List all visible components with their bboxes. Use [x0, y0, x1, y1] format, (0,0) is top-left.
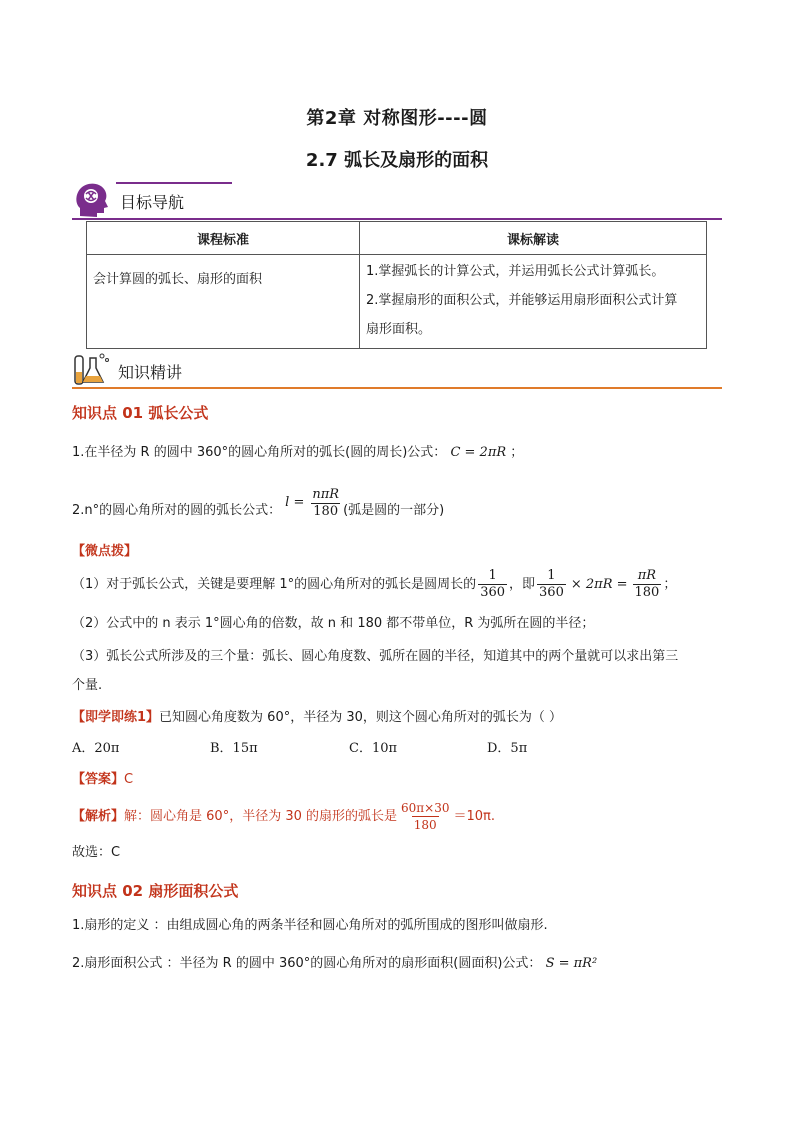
- choose-line: 故选：C: [72, 845, 121, 860]
- solution-text: 解：圆心角是 60°，半径为 30 的扇形的弧长是: [124, 808, 397, 824]
- kp2-line-1: 1.扇形的定义 ：由组成圆心角的两条半径和圆心角所对的弧所围成的图形叫做扇形.: [72, 918, 548, 933]
- interpretation-line-3: 扇形面积。: [366, 322, 432, 337]
- interpretation-line-1: 1.掌握弧长的计算公式，并运用弧长公式计算弧长。: [366, 264, 665, 279]
- circumference-formula: C = 2πR: [450, 445, 507, 460]
- exercise-text: 已知圆心角度数为 60°，半径为 30，则这个圆心角所对的弧长为（ ）: [159, 710, 563, 725]
- tip-2: （2）公式中的 n 表示 1°圆心角的倍数，故 n 和 180 都不带单位，R 为弧所在圆的半径；: [72, 616, 595, 631]
- option-b: B．15π: [210, 741, 258, 756]
- exercise-question: [72, 709, 562, 727]
- solution: [72, 800, 495, 833]
- answer-label: 【答案】: [72, 772, 125, 787]
- kp2-line-2-text: 2.扇形面积公式 ：半径为 R 的圆中 360°的圆心角所对的扇形面积(圆面积)公式：: [72, 956, 542, 971]
- option-d: D．5π: [487, 741, 528, 756]
- tip-3b: 个量.: [72, 678, 103, 693]
- option-c: C．10π: [349, 741, 398, 756]
- chemistry-flask-icon: [72, 350, 112, 386]
- table-header-interpretation: 课标解读: [360, 222, 707, 255]
- knowledge-section-label: 知识精讲: [118, 363, 183, 382]
- tip-1-end: ；: [663, 576, 677, 592]
- arc-length-numerator: nπR: [312, 486, 340, 502]
- tip-1-formula: × 2πR =: [570, 576, 628, 592]
- knowledge-section-rule: [72, 387, 722, 389]
- kp1-line-2: [72, 486, 444, 520]
- chapter-title: 第2章 对称图形----圆: [306, 108, 488, 129]
- nav-section-label: 目标导航: [120, 193, 185, 212]
- answer: [72, 771, 133, 789]
- table-cell-standard: 会计算圆的弧长、扇形的面积: [87, 255, 360, 349]
- kp1-line-2-text: 2.n°的圆心角所对的圆的弧长公式：: [72, 503, 282, 518]
- section-title: 2.7 弧长及扇形的面积: [305, 150, 489, 171]
- exercise-label: 【即学即练1】: [72, 710, 160, 725]
- kp1-line-1: [72, 444, 523, 462]
- kp2-line-2: [72, 955, 597, 973]
- solution-label: 【解析】: [72, 808, 125, 824]
- option-a: A．20π: [72, 741, 120, 756]
- kp2-title: 知识点 02 扇形面积公式: [72, 882, 239, 900]
- kp1-line-2-end: (弧是圆的一部分): [343, 503, 445, 518]
- arc-length-denominator: 180: [313, 503, 339, 519]
- tip-1: [72, 568, 676, 601]
- arc-length-fraction: [310, 487, 341, 520]
- interpretation-line-2: 2.掌握扇形的面积公式，并能够运用扇形面积公式计算: [366, 293, 678, 308]
- course-standards-table: [86, 221, 707, 349]
- table-header-standard: 课程标准: [87, 222, 360, 255]
- kp1-line-1-text: 1.在半径为 R 的圆中 360°的圆心角所对的弧长(圆的周长)公式：: [72, 445, 447, 460]
- arc-length-formula-lhs: l =: [285, 495, 305, 510]
- brain-head-icon: [72, 180, 112, 220]
- tip-1-mid: ，即: [509, 576, 536, 592]
- nav-section-header: [72, 180, 724, 222]
- kp1-title: 知识点 01 弧长公式: [72, 404, 209, 422]
- answer-value: C: [124, 772, 134, 787]
- solution-fraction: $\frac{60\pi\times 30}{180}$: [401, 801, 450, 832]
- tip-fraction-1-360: $\frac{1}{360}$: [480, 568, 506, 600]
- table-cell-interpretation: [360, 255, 707, 349]
- tip-1-text: （1）对于弧长公式，关键是要理解 1°的圆心角所对的弧长是圆周长的: [72, 576, 477, 592]
- knowledge-section-header: [72, 350, 724, 390]
- solution-end: ＝10π.: [453, 808, 495, 824]
- kp1-line-1-end: ；: [510, 445, 524, 460]
- tip-fraction-1-360-b: $\frac{1}{360}$: [539, 568, 564, 600]
- tip-label: 【微点拨】: [72, 544, 138, 559]
- nav-section-rule: [72, 218, 722, 220]
- tip-fraction-pir-180: $\frac{\pi R}{180}$: [634, 568, 660, 600]
- sector-area-formula: S = πR²: [545, 956, 598, 971]
- tip-3a: （3）弧长公式所涉及的三个量：弧长、圆心角度数、弧所在圆的半径，知道其中的两个量就可以求出第三: [72, 649, 679, 664]
